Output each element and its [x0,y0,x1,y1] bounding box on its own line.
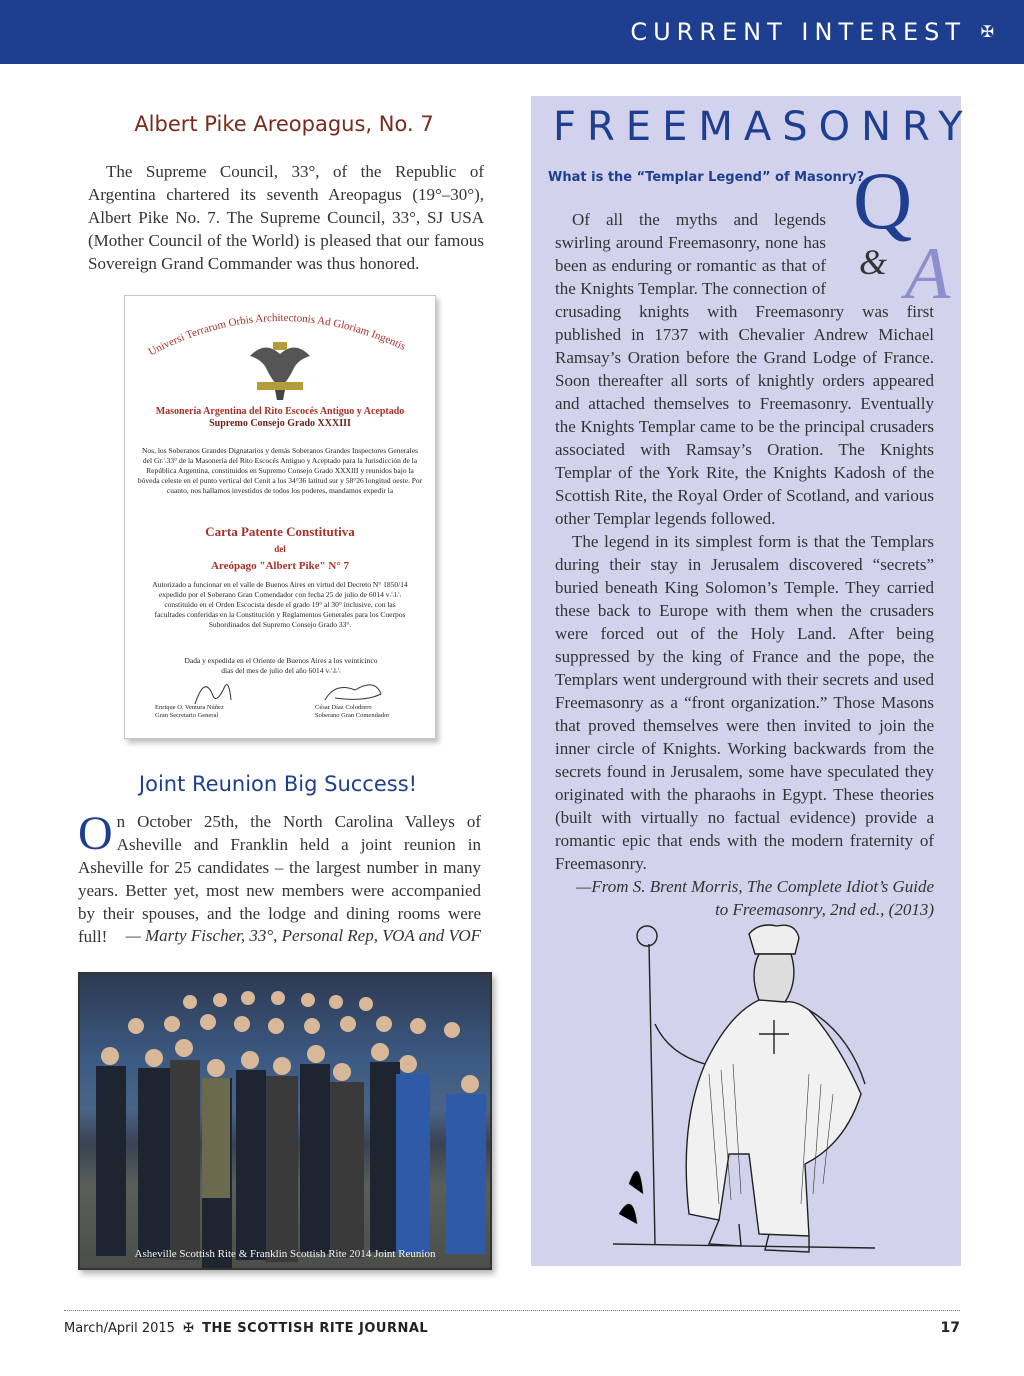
footer-date: March/April 2015 [64,1321,175,1336]
certificate-del: del [274,544,286,554]
page-number: 17 [940,1320,960,1336]
article-title-areopagus: Albert Pike Areopagus, No. 7 [134,112,434,136]
certificate-header: Masonería Argentina del Rito Escocés Antiguo y Aceptado [155,406,405,417]
cross-icon: ✠ [980,24,994,41]
sidebar-body [555,208,934,921]
templar-knight-engraving [609,914,879,1259]
certificate-image [124,295,436,739]
svg-text:Q: Q [853,156,913,246]
footer-publication [64,1321,428,1336]
article-byline-reunion: — Marty Fischer, 33°, Personal Rep, VOA and VOF [125,926,481,945]
certificate-subheader: Supremo Consejo Grado XXXIII [209,418,351,429]
sidebar-paragraph-2: The legend in its simplest form is that the Templars during their stay in Jerusalem discovered “secrets” buried beneath King Solomon’s Temple. They carried these back to Europe with them when the crusaders were forced out of the Holy Land. After being suppressed by the king of France and the pope, the Templars went underground with their secrets and used Freemasonry as a “front organization.” Those Masons that proved themselves were then invited to join the inner circle of Knights. Working backwards from the secrets found in Jerusalem, some have speculated they originated with the pharaohs in Egypt. These theories (built with virtually no factual evidence) provide a romantic epic that ends with the modern fraternity of Freemasonry. [555,532,934,873]
footer-rule [64,1310,960,1311]
sidebar-citation-line-1: —From S. Brent Morris, The Complete Idiot’s Guide [576,877,934,896]
certificate-paragraph-3: Dada y expedida en el Oriente de Buenos Aires a los veinticinco días del mes de julio del año 6014 v∴l∴ [184,656,378,675]
svg-text:Universi Terrarum Orbis Archit [147,312,408,358]
drop-cap: O [78,807,113,860]
svg-text:A: A [905,233,951,306]
article-body-reunion-text: n October 25th, the North Carolina Valleys of Asheville and Franklin held a joint reunion in Asheville for 25 candidates – the largest number in many years. Better yet, most new members were accompanied by their spouses, and the lodge and dining rooms were full! [78,812,481,946]
footer-cross-icon: ✠ [183,1321,194,1336]
sidebar-question: What is the “Templar Legend” of Masonry? [548,170,865,185]
footer-journal-name: THE SCOTTISH RITE JOURNAL [202,1321,429,1336]
freemasonry-qa-sidebar [531,96,974,1266]
certificate-areopagus-name: Areópago "Albert Pike" N° 7 [210,560,349,572]
sidebar-title: FREEMASONRY [553,104,974,150]
article-body-areopagus: The Supreme Council, 33°, of the Republic of Argentina chartered its seventh Areopagus (19°–30°), Albert Pike No. 7. The Supreme Council, 33°, SJ USA (Mother Council of the World) is pleased that our famous Sovereign Grand Commander was thus honored. [88,162,484,273]
certificate-arc-heading [125,296,435,406]
certificate-arc-text: Universi Terrarum Orbis Architectonis Ad Gloriam Ingentis [146,311,408,359]
photo-caption: Asheville Scottish Rite & Franklin Scottish Rite 2014 Joint Reunion [134,1248,436,1260]
sidebar-paragraph-1: Of all the myths and legends swirling around Freemasonry, none has been as enduring or romantic as that of the Knights Templar. The connection of crusading knights with Freemasonry was first published in 1737 with Chevalier Andrew Michael Ramsay’s Oration before the Grand Lodge of France. Soon thereafter all sorts of knightly orders appeared and attached themselves to Freemasonry. Eventually the Knights Templar came to be the principal crusaders associated with Ramsay’s Oration. The Knights Templar of the York Rite, the Knights Kadosh of the Scottish Rite, the Royal Order of Scotland, and various other Templar legends followed. [555,210,934,528]
section-label: CURRENT INTEREST [630,18,966,46]
section-header-bar [0,0,1024,64]
article-title-reunion: Joint Reunion Big Success! [138,772,418,796]
svg-text:&: & [859,242,888,282]
certificate-signature-2: César Díaz Colodrero Soberano Gran Comendador [315,704,390,719]
sidebar-citation-line-2: to Freemasonry, 2nd ed., (2013) [715,900,934,919]
certificate-paragraph-2: Autorizado a funcionar en el valle de Buenos Aires en virtud del Decreto N° 1850/14 expedido por el Soberano Gran Comendador con fecha 25 de julio de 6014 v∴l∴ constituido en el Orden Escocista desde el grado 19° al 30° inclusive, con las facultades conferidas en la Constitución y Reglamentos Generales para los Cuerpos Subordinados del Supremo Consejo Grado 33°. [152,580,408,629]
double-eagle-emblem-icon [250,342,310,400]
q-and-a-wrap-space [826,208,934,296]
certificate-signature-1: Enrique O. Ventura Núñez Gran Secretario General [155,704,224,719]
certificate-paragraph-1: Nos, los Soberanos Grandes Dignatarios y demás Soberanos Grandes Inspectores Generales del Gr∴33° de la Masonería del Rito Escocés Antiguo y Aceptado para la Jurisdicción de la República Argentina, constituidos en Supremo Consejo Grado XXXIII y reunidos bajo la bóveda celeste en el punto vertical del Cenit a los 34°36 latitud sur y 58°26 longitud oeste. Por cuanto, nos hallamos investidos de todos los poderes, mandamos expedir la [137,446,423,495]
certificate-title: Carta Patente Constitutiva [205,524,355,539]
group-photo-illustration [80,974,490,1268]
group-photo [78,972,492,1270]
